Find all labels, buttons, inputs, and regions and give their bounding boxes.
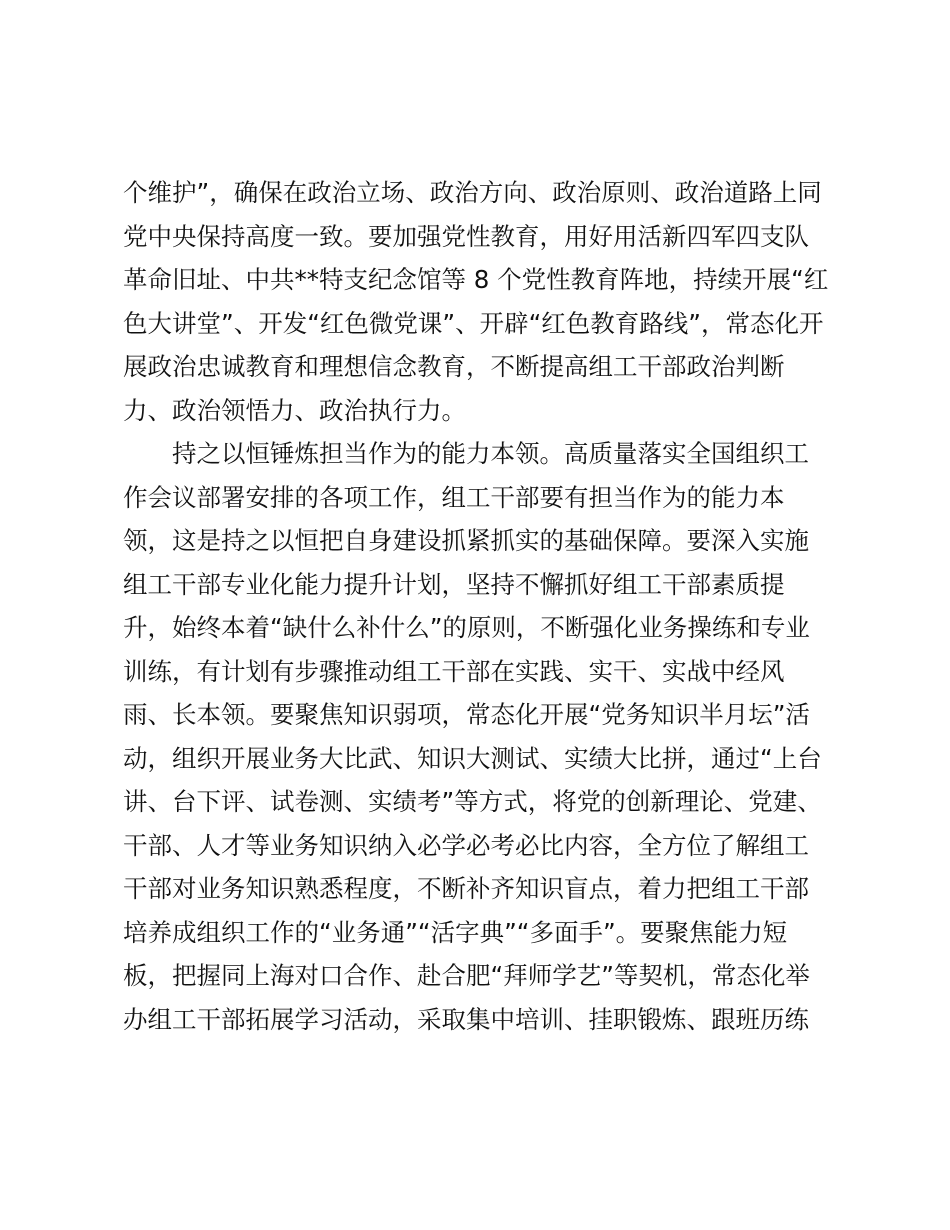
text-line: 办组工干部拓展学习活动，采取集中培训、挂职锻炼、跟班历练	[123, 1004, 809, 1034]
text-line: 干部、人才等业务知识纳入必学必考必比内容，全方位了解组工	[123, 830, 809, 860]
text-line: 党中央保持高度一致。要加强党性教育，用好用活新四军四支队	[123, 221, 809, 251]
text-line: 作会议部署安排的各项工作，组工干部要有担当作为的能力本	[123, 482, 785, 512]
text-line: 展政治忠诚教育和理想信念教育，不断提高组工干部政治判断	[123, 352, 785, 381]
text-line: 干部对业务知识熟悉程度，不断补齐知识盲点，着力把组工干部	[123, 874, 809, 903]
text-line: 培养成组织工作的“业务通”“活字典”“多面手”。要聚焦能力短	[123, 917, 788, 947]
text-line: 讲、台下评、试卷测、实绩考”等方式，将党的创新理论、党建、	[123, 787, 822, 816]
text-line: 升，始终本着“缺什么补什么”的原则，不断强化业务操练和专业	[123, 613, 810, 642]
text-line: 组工干部专业化能力提升计划，坚持不懈抓好组工干部素质提	[123, 569, 785, 599]
text-line: 板，把握同上海对口合作、赴合肥“拜师学艺”等契机，常态化举	[123, 961, 810, 990]
text-line: 色大讲堂”、开发“红色微党课”、开辟“红色教育路线”，常态化开	[123, 308, 824, 338]
text-line: 力、政治领悟力、政治执行力。	[123, 395, 466, 425]
text-line: 训练，有计划有步骤推动组工干部在实践、实干、实战中经风	[123, 656, 785, 686]
body-text	[123, 171, 843, 1041]
text-line: 领，这是持之以恒把自身建设抓紧抓实的基础保障。要深入实施	[123, 526, 809, 555]
text-line: 雨、长本领。要聚焦知识弱项，常态化开展“党务知识半月坛”活	[123, 700, 810, 729]
text-line: 动，组织开展业务大比武、知识大测试、实绩大比拼，通过“上台	[123, 743, 822, 773]
text-line: 革命旧址、中共**特支纪念馆等 8 个党性教育阵地，持续开展“红	[123, 265, 829, 294]
text-line: 个维护”，确保在政治立场、政治方向、政治原则、政治道路上同	[123, 178, 822, 207]
paragraph-heading-line: 持之以恒锤炼担当作为的能力本领。高质量落实全国组织工	[172, 439, 809, 468]
